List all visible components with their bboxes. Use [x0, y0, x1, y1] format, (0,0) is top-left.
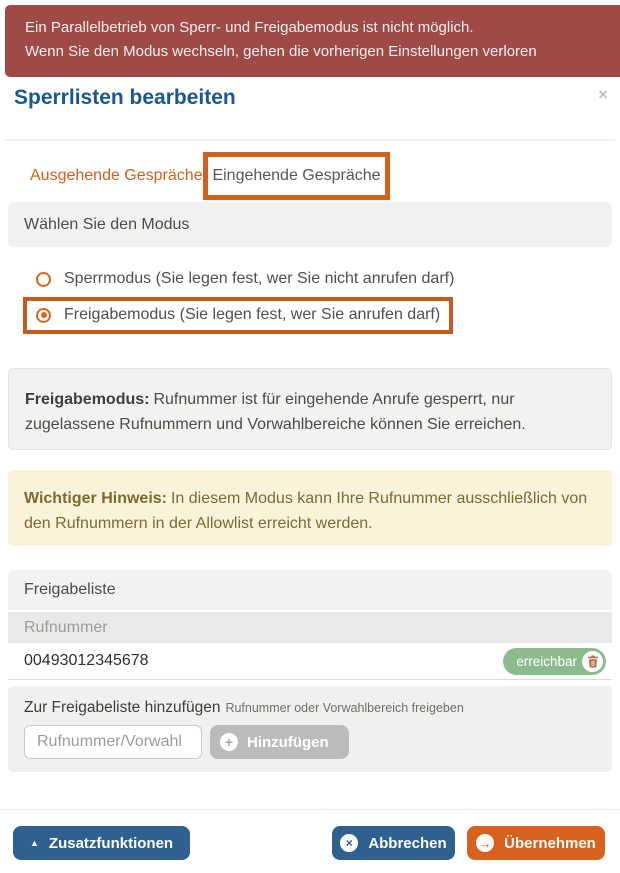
add-section-sublabel: Rufnummer oder Vorwahlbereich freigeben: [225, 701, 464, 715]
footer-divider: [0, 809, 620, 810]
tab-incoming-calls[interactable]: [203, 152, 390, 200]
mode-info-box: [8, 368, 612, 450]
page-title: Sperrlisten bearbeiten: [14, 86, 236, 109]
header-divider: [5, 139, 615, 141]
allowlist-heading: Freigabeliste: [8, 570, 612, 610]
radio-selected-icon[interactable]: [36, 308, 51, 323]
mode-info-label: Freigabemodus:: [25, 391, 150, 408]
cancel-button[interactable]: [332, 826, 455, 860]
mode-section-heading: Wählen Sie den Modus: [8, 202, 612, 247]
important-note-box: [8, 470, 612, 546]
radio-option-sperrmodus-label: Sperrmodus (Sie legen fest, wer Sie nicht anrufen darf): [64, 270, 455, 287]
extras-toggle-button[interactable]: [13, 826, 190, 860]
apply-button[interactable]: [467, 826, 605, 860]
number-input[interactable]: [24, 725, 202, 759]
status-badge: [503, 648, 606, 675]
apply-button-label: Übernehmen: [504, 834, 596, 852]
delete-entry-button[interactable]: [582, 651, 603, 672]
close-icon[interactable]: ×: [598, 85, 608, 104]
add-section-label: Zur Freigabeliste hinzufügen: [24, 699, 221, 716]
table-row: [8, 643, 612, 680]
radio-unselected-icon[interactable]: [36, 272, 51, 287]
add-number-button[interactable]: [210, 725, 349, 759]
cancel-button-label: Abbrechen: [368, 834, 447, 852]
trash-icon: [587, 655, 599, 668]
cancel-circle-icon: ×: [340, 834, 358, 852]
radio-option-freigabemodus[interactable]: [36, 301, 440, 329]
tab-incoming-label: Eingehende Gespräche: [212, 167, 381, 184]
alert-line-1: Ein Parallelbetrieb von Sperr- und Freigabemodus ist nicht möglich.: [25, 19, 474, 36]
alert-banner: [5, 5, 620, 77]
plus-circle-icon: +: [220, 733, 238, 751]
allowlist-column-header: Rufnummer: [8, 612, 612, 643]
status-badge-label: erreichbar: [516, 653, 577, 669]
allowlist-number: 00493012345678: [24, 652, 149, 669]
add-panel: [8, 686, 612, 772]
add-number-button-label: Hinzufügen: [247, 733, 329, 751]
chevron-up-icon: ▲: [30, 838, 39, 848]
tab-outgoing-calls[interactable]: Ausgehende Gespräche: [30, 167, 203, 184]
radio-option-sperrmodus[interactable]: [36, 265, 454, 293]
important-note-text: In diesem Modus kann Ihre Rufnummer ausschließlich von den Rufnummern in der Allowlist erreicht werden.: [24, 490, 588, 532]
alert-line-2: Wenn Sie den Modus wechseln, gehen die vorherigen Einstellungen verloren: [25, 43, 537, 60]
arrow-right-circle-icon: →: [476, 834, 494, 852]
important-note-label: Wichtiger Hinweis:: [24, 490, 167, 507]
radio-option-freigabemodus-label: Freigabemodus (Sie legen fest, wer Sie anrufen darf): [64, 306, 441, 323]
extras-toggle-label: Zusatzfunktionen: [48, 834, 174, 852]
mode-info-text: Rufnummer ist für eingehende Anrufe gesperrt, nur zugelassene Rufnummern und Vorwahlbereiche können Sie erreichen.: [25, 391, 526, 433]
